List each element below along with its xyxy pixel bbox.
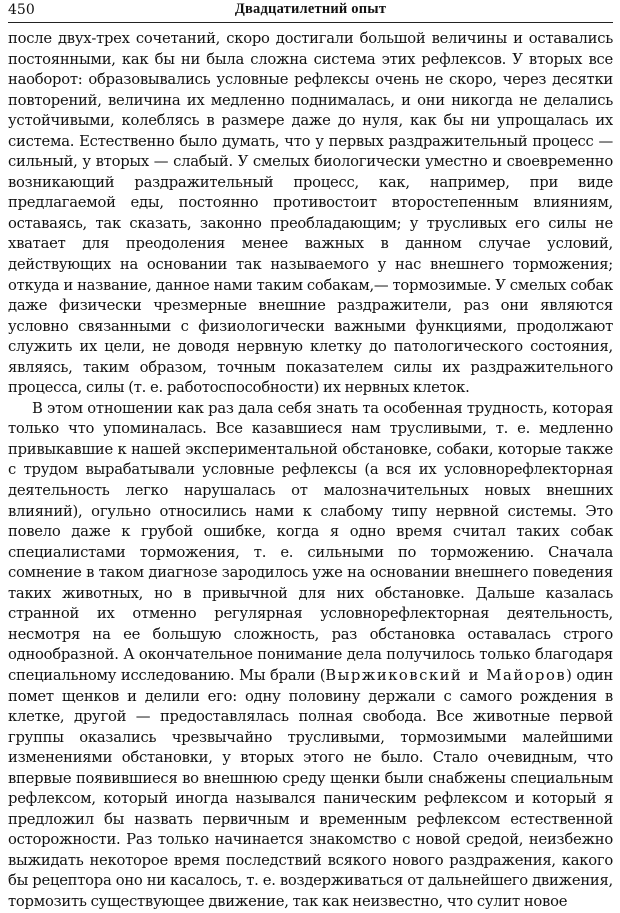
paragraph-2 [8, 399, 613, 913]
paragraph-2-author-names: Выржиковский и Майоров [325, 666, 567, 684]
paragraph-2-text-before: В этом отношении как раз дала себя знать та особенная трудность, которая только что упоминалась. Все казавшиеся нам трусливыми, т. е. медленно привыкавшие к нашей экспериментальной обстановке, собаки, которые также с трудом вырабатывали условные рефлексы (а вся их условнорефлекторная деятельность легко нарушалась от малозначительных новых внешних влияний), огульно относились нами к слабому типу нервной системы. Это повело даже к грубой ошибке, когда я одно время считал таких собак специалистами торможения, т. е. сильными по торможению. Сначала сомнение в таком диагнозе зародилось уже на основании внешнего поведения таких животных, но в привычной для них обстановке. Дальше казалась странной их отменно регулярная условнорефлекторная деятельность, несмотря на ее большую сложность, раз обстановка оставалась строго однообразной. А окончательное понимание дела получилось только благодаря специальному исследованию. Мы брали ( [8, 399, 613, 684]
paragraph-1: после двух-трех сочетаний, скоро достигали большой величины и оставались постоянными, как бы ни была сложна система этих рефлексов. У вторых все наоборот: образовывались условные рефлексы очень не скоро, через десятки повторений, величина их медленно поднималась, и они никогда не делались устойчивыми, колеблясь в размере даже до нуля, как бы ни упрощалась их система. Естественно было думать, что у первых раздражительный процесс — сильный, у вторых — слабый. У смелых биологически уместно и своевременно возникающий раздражительный процесс, как, например, при виде предлагаемой еды, постоянно противостоит второстепенным влияниям, оставаясь, так сказать, законно преобладающим; у трусливых его силы не хватает для преодоления менее важных в данном случае условий, действующих на основании так называемого у нас внешнего торможения; откуда и название, данное нами таким собакам,— тормозимые. У смелых собак даже физически чрезмерные внешние раздражители, раз они являются условно связанными с физиологически важными функциями, продолжают служить их цели, не доводя нервную клетку до патологического состояния, являясь, таким образом, точным показателем силы их раздражительного процесса, силы (т. е. работоспособности) их нервных клеток. [8, 30, 613, 397]
page-header [8, 0, 613, 23]
paragraph-2-text-after: ) один помет щенков и делили его: одну половину держали с самого рождения в клетке, другой — предоставлялась полная свобода. Все животные первой группы оказались чрезвычайно трусливыми, тормозимыми малейшими изменениями обстановки, у вторых этого не было. Стало очевидным, что впервые появившиеся во внешнюю среду щенки были снабжены специальным рефлексом, который иногда назывался паническим рефлексом и который я предложил бы назвать первичным и временным рефлексом естественной осторожности. Раз только начинается знакомство с новой средой, неизбежно выжидать некоторое время последствий всякого нового раздражения, какого бы рецептора оно ни касалось, т. е. воздерживаться от дальнейшего движения, тормозить существующее движение, так как неизвестно, что сулит новое [8, 666, 613, 910]
body-text [8, 29, 613, 913]
running-title: Двадцатилетний опыт [234, 1, 387, 17]
page-number: 450 [8, 2, 35, 18]
